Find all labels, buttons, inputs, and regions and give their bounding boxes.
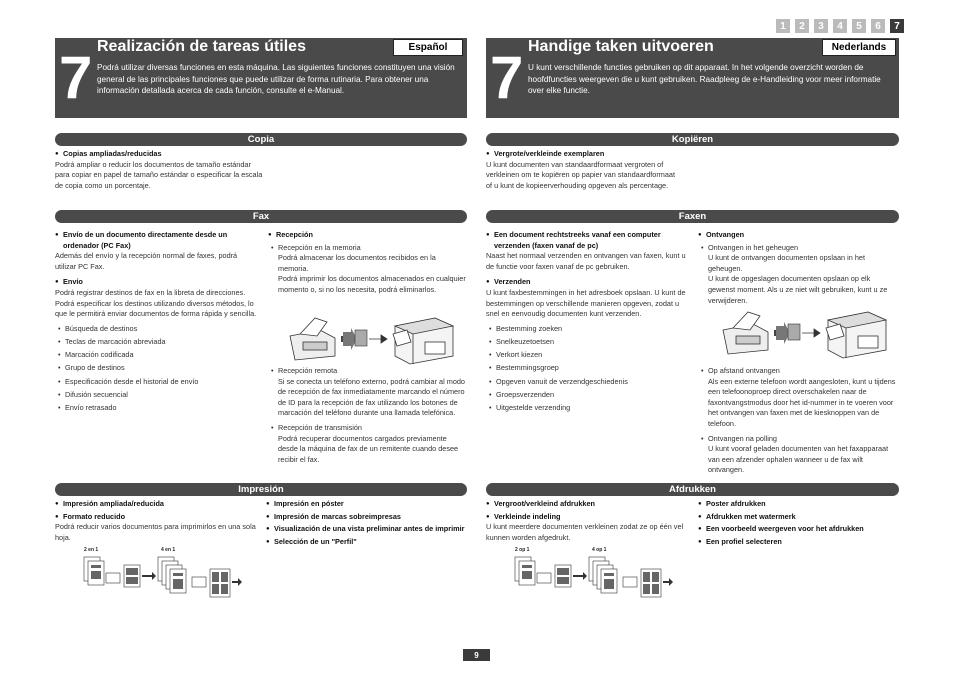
print-left-column	[486, 499, 691, 543]
fax-send-text: Podrá registrar destinos de fax en la libreta de direcciones. Podrá especificar los destinos utilizando diversos métodos, lo que le permitirá enviar documentos de forma rápida y sencilla.	[55, 287, 257, 319]
chapter-number: 7	[59, 44, 93, 111]
list-item: • Uitgestelde verzending	[486, 403, 691, 414]
copy-section	[486, 149, 676, 191]
print-right-column	[266, 499, 466, 547]
fax-recv-mem-text: U kunt de ontvangen documenten opslaan in het geheugen.	[708, 253, 865, 273]
nl-header	[486, 38, 899, 118]
fax-recv-heading: ● Ontvangen	[698, 230, 896, 241]
list-item: • Recepción en la memoria	[268, 243, 468, 254]
list-item: • Ontvangen in het geheugen	[698, 243, 896, 254]
chapter-tab[interactable]: 5	[852, 19, 866, 33]
print-heading: ● Visualización de una vista preliminar antes de imprimir	[266, 524, 466, 535]
chapter-tab[interactable]: 1	[776, 19, 790, 33]
section-bar-print: Impresión	[55, 483, 467, 496]
copy-section	[55, 149, 265, 191]
fax-send-text: U kunt faxbestemmingen in het adresboek opslaan. U kunt de bestemmingen op verschillende manieren opgeven, zodat u snel en eenvoudig documenten kunt verzenden.	[486, 287, 686, 319]
copy-heading: ● Copias ampliadas/reducidas	[55, 149, 265, 160]
print-heading: ● Verkleinde indeling	[486, 512, 691, 523]
language-badge: Nederlands	[822, 39, 896, 56]
fax-left-column	[55, 230, 260, 416]
fax-recv-heading: ● Recepción	[268, 230, 468, 241]
print-heading: ● Een voorbeeld weergeven voor het afdrukken	[698, 524, 896, 535]
print-heading: ● Afdrukken met watermerk	[698, 512, 896, 523]
intro-text: Podrá utilizar diversas funciones en esta máquina. Las siguientes funciones constituyen una visión general de las principales funciones que puede utilizar de forma rutinaria. Para obtener una información detallada acerca de cada función, consulte el e-Manual.	[97, 63, 455, 96]
print-heading: ● Impresión ampliada/reducida	[55, 499, 260, 510]
print-heading: ● Impresión de marcas sobreimpresas	[266, 512, 466, 523]
chapter-tab-active[interactable]: 7	[890, 19, 904, 33]
chapter-number: 7	[490, 44, 524, 111]
fax-recv-mem-text: U kunt de opgeslagen documenten opslaan op elk gewenst moment. Als u ze niet wilt gebruiken, kunt u ze verwijderen.	[708, 274, 888, 305]
label-2op1: 2 op 1	[515, 547, 530, 553]
nup-illustration	[82, 555, 242, 605]
chapter-tab[interactable]: 4	[833, 19, 847, 33]
chapter-tab[interactable]: 3	[814, 19, 828, 33]
copy-heading: ● Vergrote/verkleinde exemplaren	[486, 149, 676, 160]
copy-text: Podrá ampliar o reducir los documentos de tamaño estándar para copiar en papel de tamaño estándar o especificar la escala de copia como un porcentaje.	[55, 159, 263, 190]
chapter-tab[interactable]: 6	[871, 19, 885, 33]
print-heading: ● Poster afdrukken	[698, 499, 896, 510]
section-bar-print: Afdrukken	[486, 483, 899, 496]
print-left-column	[55, 499, 260, 543]
copy-text: U kunt documenten van standaardformaat vergroten of verkleinen om te kopiëren op papier van standaardformaat of u kunt de kopieerverhouding opgeven als percentage.	[486, 159, 676, 190]
list-item: • Bestemming zoeken	[486, 324, 691, 335]
list-item: • Opgeven vanuit de verzendgeschiedenis	[486, 377, 691, 388]
language-badge: Español	[393, 39, 463, 56]
fax-send-list	[55, 324, 260, 414]
label-4in1: 4 en 1	[161, 547, 176, 553]
list-item: • Recepción de transmisión	[268, 423, 468, 434]
list-item: • Envío retrasado	[55, 403, 260, 414]
fax-recv-trans-text: Podrá recuperar documentos cargados previamente desde la máquina de fax de un remitente cuando desee recibir el fax.	[278, 433, 459, 464]
list-item: • Snelkeuzetoetsen	[486, 337, 691, 348]
print-heading: ● Vergroot/verkleind afdrukken	[486, 499, 691, 510]
list-item: • Groepsverzenden	[486, 390, 691, 401]
list-item: • Grupo de destinos	[55, 363, 260, 374]
print-heading: ● Formato reducido	[55, 512, 260, 523]
fax-recv-remote-text: Als een externe telefoon wordt aangesloten, kunt u tijdens een telefoonoproep direct overschakelen naar de faxontvangstmodus door het id-nummer in te voeren voor het ontvangen van faxen met de kiesknoppen van de telefoon.	[708, 376, 896, 428]
page-title: Handige taken uitvoeren	[528, 38, 714, 55]
list-item: • Op afstand ontvangen	[698, 366, 896, 377]
fax-pc-heading: ● Een document rechtstreeks vanaf een computer verzenden (faxen vanaf de pc)	[486, 230, 691, 251]
intro-text: U kunt verschillende functies gebruiken op dit apparaat. In het volgende overzicht worden de hoofdfuncties weergeven die u kunt gebruiken. Raadpleeg de e-Handleiding voor meer informatie over elke functie.	[528, 63, 881, 96]
page-number: 9	[463, 649, 490, 661]
fax-send-heading: ● Envío	[55, 277, 260, 288]
print-heading: ● Impresión en póster	[266, 499, 466, 510]
fax-receive-illustration	[718, 302, 893, 362]
list-item: • Difusión secuencial	[55, 390, 260, 401]
es-header	[55, 38, 467, 118]
fax-pc-text: Naast het normaal verzenden en ontvangen van faxen, kunt u de functie voor faxen vanaf de pc gebruiken.	[486, 251, 686, 271]
chapter-tabs	[776, 19, 904, 33]
list-item: • Especificación desde el historial de envío	[55, 377, 260, 388]
section-bar-copy: Copia	[55, 133, 467, 146]
print-heading: ● Selección de un "Perfil"	[266, 537, 466, 548]
fax-send-heading: ● Verzenden	[486, 277, 691, 288]
fax-receive-illustration	[285, 308, 460, 368]
fax-right-column-top	[698, 230, 896, 306]
section-bar-copy: Kopiëren	[486, 133, 899, 146]
print-right-column	[698, 499, 896, 547]
fax-send-list	[486, 324, 691, 414]
list-item: • Búsqueda de destinos	[55, 324, 260, 335]
print-text: Podrá reducir varios documentos para imprimirlos en una sola hoja.	[55, 522, 256, 542]
nup-illustration	[513, 555, 673, 605]
fax-recv-remote-text: Si se conecta un teléfono externo, podrá cambiar al modo de recepción de fax inmediatamente marcando el número de ID para la recepción de fax utilizando los botones de marcación del teléfono durante una llamada telefónica.	[278, 376, 465, 418]
print-text: U kunt meerdere documenten verkleinen zodat ze op één vel kunnen worden afgedrukt.	[486, 522, 684, 542]
fax-pc-text: Además del envío y la recepción normal de faxes, podrá utilizar PC Fax.	[55, 251, 238, 271]
list-item: • Recepción remota	[268, 366, 468, 377]
fax-left-column	[486, 230, 691, 416]
print-heading: ● Een profiel selecteren	[698, 537, 896, 548]
chapter-tab[interactable]: 2	[795, 19, 809, 33]
label-4op1: 4 op 1	[592, 547, 607, 553]
fax-right-column-bottom	[268, 366, 468, 465]
fax-right-column-bottom	[698, 366, 896, 476]
list-item: • Bestemmingsgroep	[486, 363, 691, 374]
label-2in1: 2 en 1	[84, 547, 99, 553]
list-item: • Teclas de marcación abreviada	[55, 337, 260, 348]
section-bar-fax: Faxen	[486, 210, 899, 223]
list-item: • Ontvangen na polling	[698, 434, 896, 445]
fax-pc-heading: ● Envío de un documento directamente desde un ordenador (PC Fax)	[55, 230, 260, 251]
section-bar-fax: Fax	[55, 210, 467, 223]
page-title: Realización de tareas útiles	[97, 38, 306, 55]
list-item: • Marcación codificada	[55, 350, 260, 361]
fax-right-column-top	[268, 230, 468, 296]
fax-recv-mem-text: Podrá imprimir los documentos almacenados en cualquier momento o, si no los necesita, podrá eliminarlos.	[278, 274, 466, 294]
fax-recv-mem-text: Podrá almacenar los documentos recibidos en la memoria.	[278, 253, 436, 273]
list-item: • Verkort kiezen	[486, 350, 691, 361]
fax-recv-trans-text: U kunt vooraf geladen documenten van het faxapparaat van een afzender ophalen wanneer u de fax wilt ontvangen.	[708, 444, 889, 475]
